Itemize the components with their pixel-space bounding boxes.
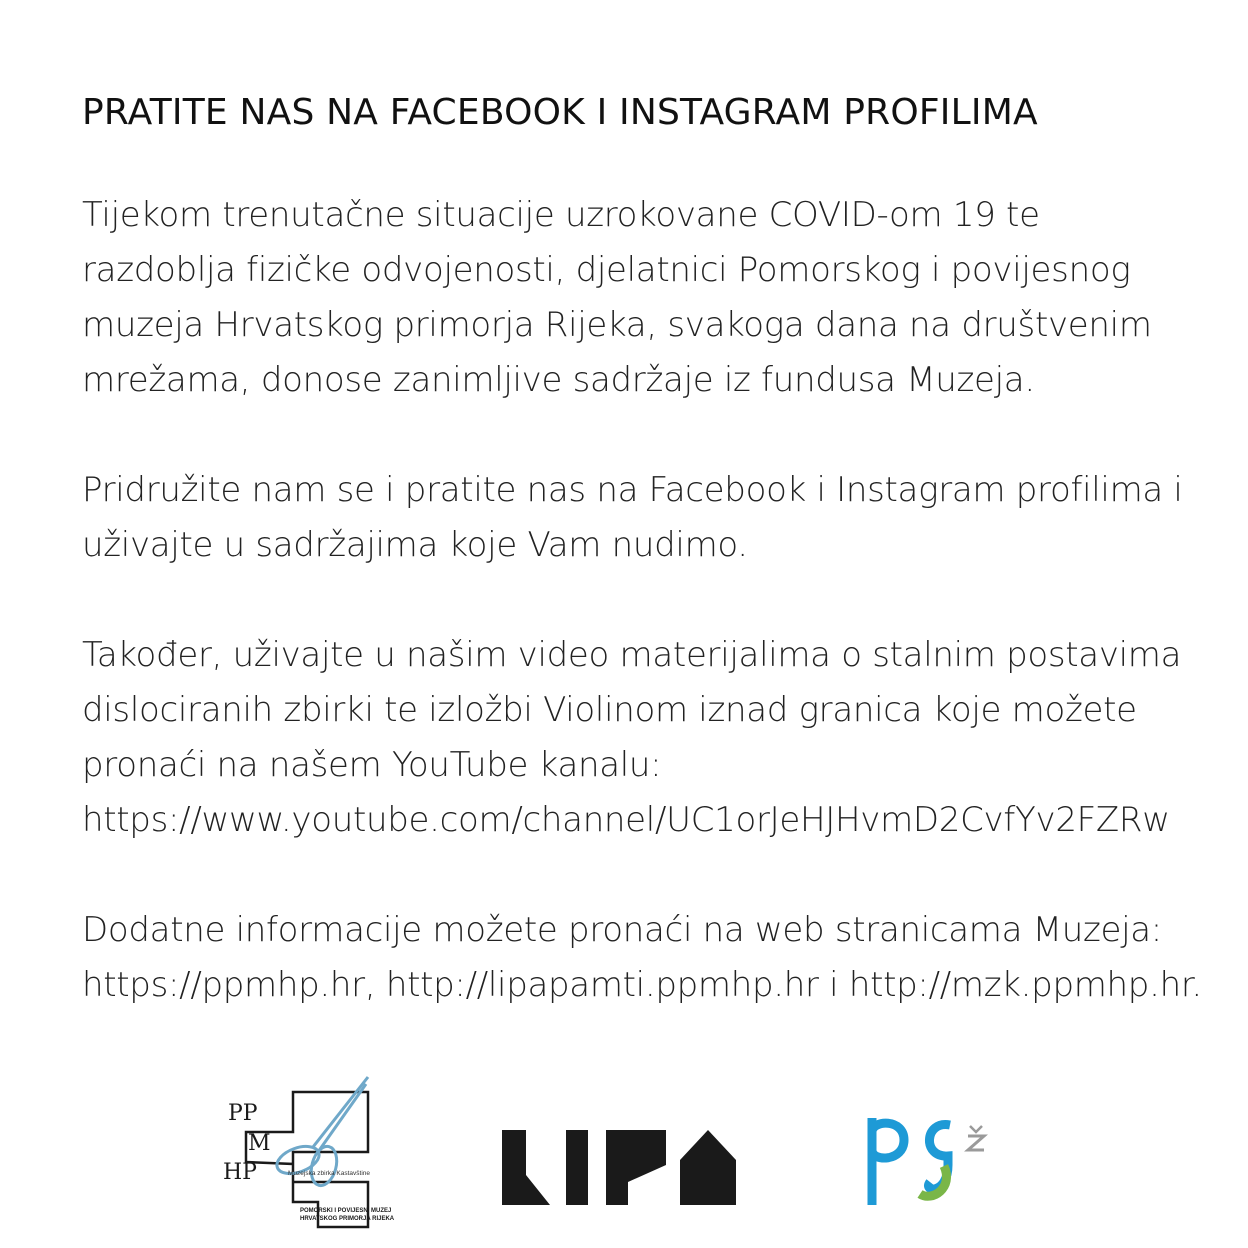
lipa-letter-p [606, 1130, 666, 1205]
paragraph-line: Tijekom trenutačne situacije uzrokovane COVID-om 19 te [82, 195, 1040, 235]
paragraph-line: Pridružite nam se i pratite nas na Facebook i Instagram profilima i [82, 470, 1183, 510]
ppmhp-letters: M [248, 1131, 271, 1156]
ppmhp-logo-icon [218, 1072, 398, 1232]
paragraph-covid [82, 188, 1212, 408]
ppmhp-name-line: POMORSKI I POVIJESNI MUZEJ [300, 1208, 392, 1214]
ppmhp-collection-label: Muzejska zbirka Kastavštine [288, 1170, 371, 1177]
paragraph-websites [82, 903, 1212, 1013]
paragraph-youtube [82, 628, 1212, 848]
paragraph-line: mrežama, donose zanimljive sadržaje iz fundusa Muzeja. [82, 360, 1035, 400]
paragraph-line: Dodatne informacije možete pronaći na web stranicama Muzeja: [82, 910, 1162, 950]
ppmhp-name-line: HRVATSKOG PRIMORJA RIJEKA [300, 1216, 395, 1222]
pgz-logo-icon [862, 1110, 992, 1210]
logo-strip [0, 1060, 1248, 1240]
lipa-letter-l [502, 1130, 550, 1205]
paragraph-line: muzeja Hrvatskog primorja Rijeka, svakoga dana na društvenim [82, 305, 1152, 345]
ppmhp-letters: HP [223, 1160, 257, 1185]
lipa-letter-i [566, 1130, 588, 1205]
paragraph-line: razdoblja fizičke odvojenosti, djelatnici Pomorskog i povijesnog [82, 250, 1131, 290]
ppmhp-letters: PP [228, 1101, 258, 1126]
lipa-logo-icon [500, 1120, 740, 1205]
website-links[interactable]: https://ppmhp.hr, http://lipapamti.ppmhp.hr i http://mzk.ppmhp.hr. [82, 965, 1202, 1005]
page-title: PRATITE NAS NA FACEBOOK I INSTAGRAM PROFILIMA [82, 92, 1038, 133]
paragraph-follow [82, 463, 1212, 573]
youtube-link[interactable]: https://www.youtube.com/channel/UC1orJeHJHvmD2CvfYv2FZRw [82, 800, 1170, 840]
paragraph-line: uživajte u sadržajima koje Vam nudimo. [82, 525, 748, 565]
paragraph-line: dislociranih zbirki te izložbi Violinom iznad granica koje možete [82, 690, 1137, 730]
lipa-letter-a [680, 1130, 736, 1205]
paragraph-line: Također, uživajte u našim video materijalima o stalnim postavima [82, 635, 1182, 675]
paragraph-line: pronaći na našem YouTube kanalu: [82, 745, 662, 785]
